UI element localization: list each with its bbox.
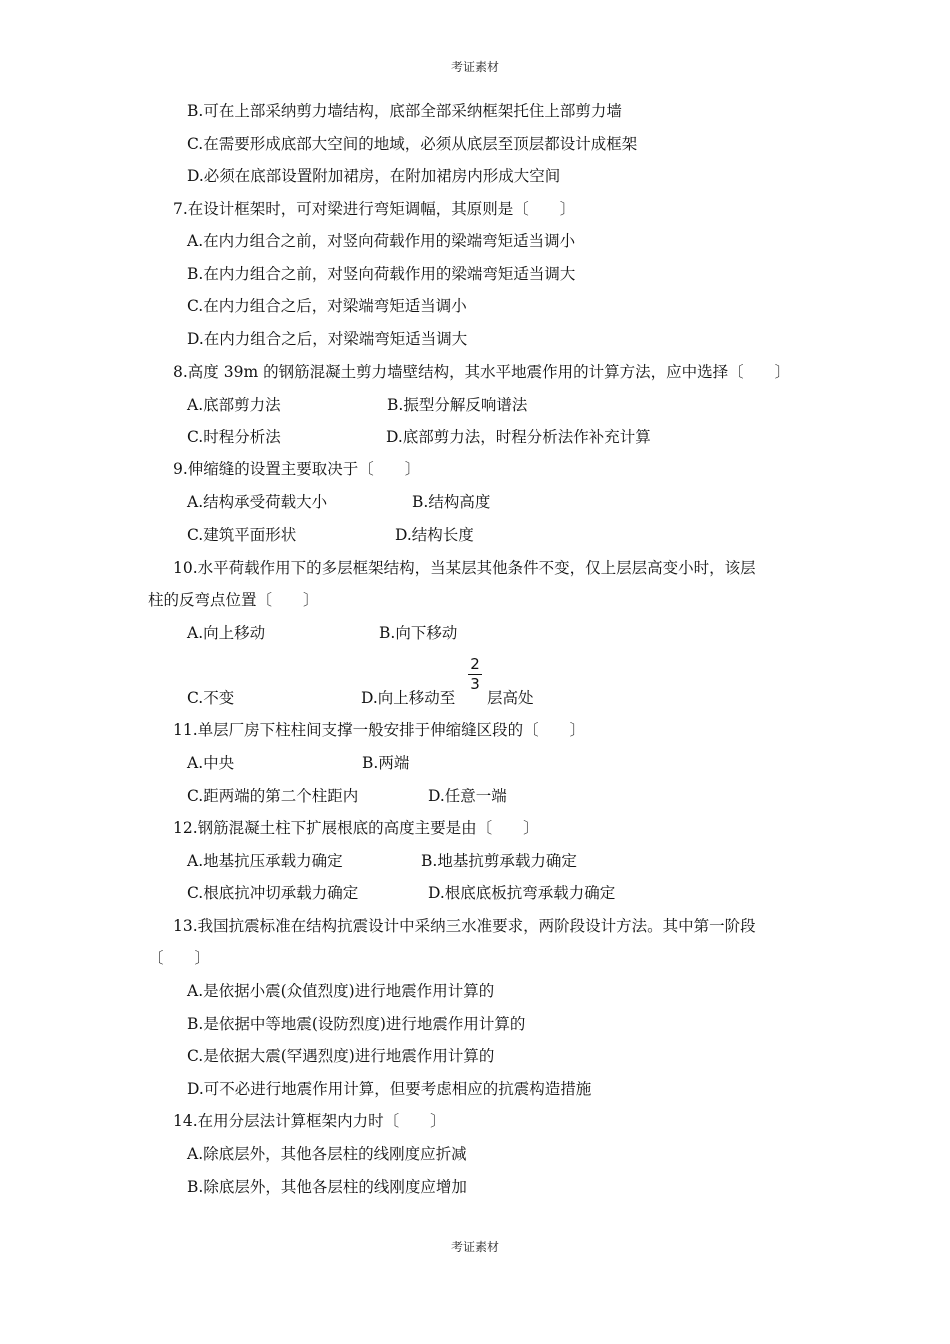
q9-option-d: D.结构长度 xyxy=(395,526,474,544)
q6-option-d: D.必须在底部设置附加裙房，在附加裙房内形成大空间 xyxy=(187,167,561,185)
q12-option-c: C.根底抗冲切承载力确定 xyxy=(187,884,359,902)
question-14: 14.在用分层法计算框架内力时〔 〕 xyxy=(173,1112,446,1130)
question-13-continuation: 〔 〕 xyxy=(148,949,211,967)
q10-option-d-prefix: D.向上移动至 xyxy=(361,689,456,707)
q14-option-a: A.除底层外，其他各层柱的线刚度应折减 xyxy=(187,1145,467,1163)
question-11: 11.单层厂房下柱柱间支撑一般安排于伸缩缝区段的〔 〕 xyxy=(173,721,586,739)
q10-option-b: B.向下移动 xyxy=(379,624,458,642)
q10-option-c: C.不变 xyxy=(187,689,235,707)
q13-option-b: B.是依据中等地震(设防烈度)进行地震作用计算的 xyxy=(187,1015,526,1033)
q13-option-d: D.可不必进行地震作用计算，但要考虑相应的抗震构造措施 xyxy=(187,1080,592,1098)
q11-option-c: C.距两端的第二个柱距内 xyxy=(187,787,359,805)
q8-option-c: C.时程分析法 xyxy=(187,428,281,446)
q13-option-a: A.是依据小震(众值烈度)进行地震作用计算的 xyxy=(187,982,495,1000)
question-8: 8.高度 39m 的钢筋混凝土剪力墙壁结构，其水平地震作用的计算方法，应中选择〔 〕 xyxy=(173,363,791,381)
fraction-denominator: 3 xyxy=(470,675,480,693)
q10-option-d-suffix: 层高处 xyxy=(487,689,534,707)
question-10-continuation: 柱的反弯点位置〔 〕 xyxy=(148,591,319,609)
fraction-two-thirds xyxy=(468,656,482,693)
fraction-numerator: 2 xyxy=(470,655,480,673)
q11-option-a: A.中央 xyxy=(187,754,235,772)
question-12: 12.钢筋混凝土柱下扩展根底的高度主要是由〔 〕 xyxy=(173,819,539,837)
q12-option-b: B.地基抗剪承载力确定 xyxy=(421,852,577,870)
q8-option-b: B.振型分解反响谱法 xyxy=(387,396,528,414)
q9-option-c: C.建筑平面形状 xyxy=(187,526,297,544)
page-header: 考证素材 xyxy=(450,60,499,74)
q11-option-b: B.两端 xyxy=(362,754,410,772)
q12-option-d: D.根底底板抗弯承载力确定 xyxy=(428,884,616,902)
q11-option-d: D.任意一端 xyxy=(428,787,507,805)
q8-option-a: A.底部剪力法 xyxy=(187,396,281,414)
question-10: 10.水平荷载作用下的多层框架结构，当某层其他条件不变，仅上层层高变小时，该层 xyxy=(173,559,756,577)
q9-option-b: B.结构高度 xyxy=(412,493,491,511)
q14-option-b: B.除底层外，其他各层柱的线刚度应增加 xyxy=(187,1178,467,1196)
q7-option-d: D.在内力组合之后，对梁端弯矩适当调大 xyxy=(187,330,468,348)
q13-option-c: C.是依据大震(罕遇烈度)进行地震作用计算的 xyxy=(187,1047,495,1065)
question-9: 9.伸缩缝的设置主要取决于〔 〕 xyxy=(173,460,421,478)
q7-option-c: C.在内力组合之后，对梁端弯矩适当调小 xyxy=(187,297,467,315)
q9-option-a: A.结构承受荷载大小 xyxy=(187,493,328,511)
question-13: 13.我国抗震标准在结构抗震设计中采纳三水准要求，两阶段设计方法。其中第一阶段 xyxy=(173,917,756,935)
page-footer: 考证素材 xyxy=(450,1240,499,1254)
q6-option-c: C.在需要形成底部大空间的地域，必须从底层至顶层都设计成框架 xyxy=(187,135,638,153)
question-7: 7.在设计框架时，可对梁进行弯矩调幅，其原则是〔 〕 xyxy=(173,200,576,218)
q12-option-a: A.地基抗压承载力确定 xyxy=(187,852,343,870)
q7-option-b: B.在内力组合之前，对竖向荷载作用的梁端弯矩适当调大 xyxy=(187,265,576,283)
q6-option-b: B.可在上部采纳剪力墙结构，底部全部采纳框架托住上部剪力墙 xyxy=(187,102,622,120)
q8-option-d: D.底部剪力法，时程分析法作补充计算 xyxy=(386,428,651,446)
q10-option-a: A.向上移动 xyxy=(187,624,266,642)
q7-option-a: A.在内力组合之前，对竖向荷载作用的梁端弯矩适当调小 xyxy=(187,232,576,250)
